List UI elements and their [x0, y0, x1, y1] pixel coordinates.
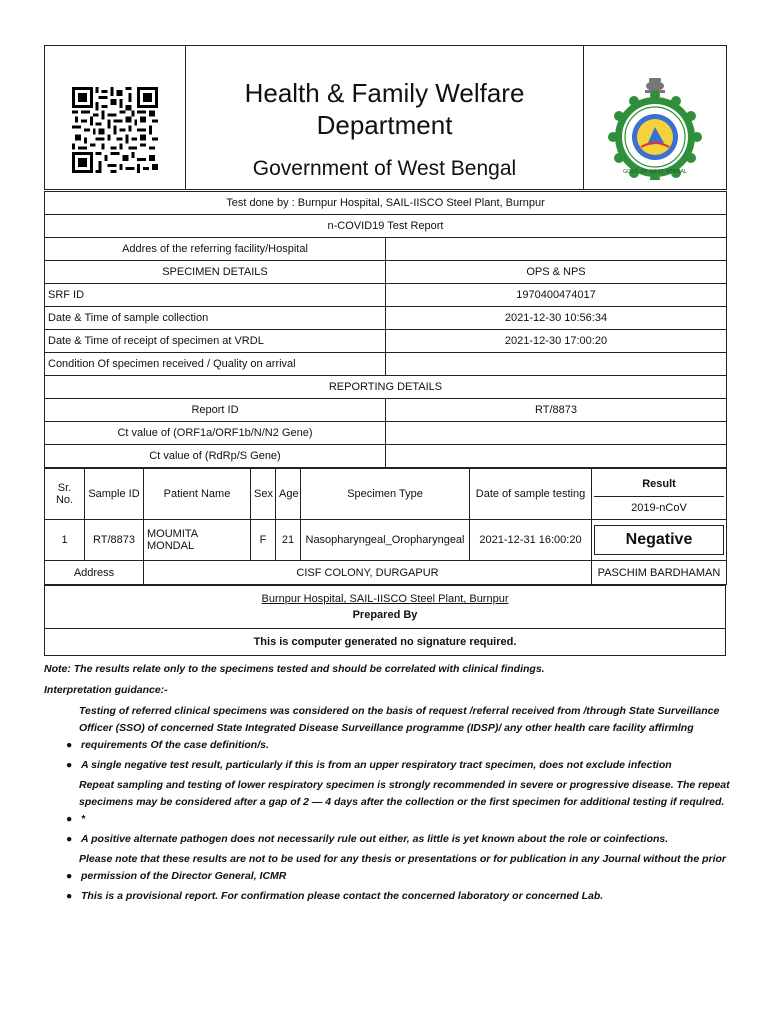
guidance-text: This is a provisional report. For confirmation please contact the concerned laboratory or concerned Lab.	[81, 890, 604, 902]
patient-age: 21	[276, 520, 301, 561]
patient-name: MOUMITA MONDAL	[144, 520, 251, 561]
collection-time-label: Date & Time of sample collection	[45, 307, 386, 330]
address-label: Address	[45, 561, 144, 585]
col-date-testing: Date of sample testing	[470, 469, 592, 520]
department-title: Health & Family Welfare Department	[244, 77, 525, 140]
details-table	[44, 191, 727, 468]
list-item	[44, 888, 734, 905]
computer-generated-note: This is computer generated no signature required.	[45, 629, 726, 656]
guidance-pre: Testing of referred clinical specimens was considered on the basis of request /referral received from /through State Surveillance Officer (SSO) of concerned State Integrated Disease Surveillance programme (IDSP)/ any other health care facility affirmlng	[79, 705, 720, 734]
list-item	[44, 831, 734, 848]
bullet-icon: ●	[66, 833, 73, 845]
patient-sr-no: 1	[45, 520, 85, 561]
referring-facility-value	[386, 238, 727, 261]
prepared-by-cell	[45, 586, 726, 629]
ct-orf-label: Ct value of (ORF1a/ORF1b/N/N2 Gene)	[45, 422, 386, 445]
guidance-list	[44, 703, 734, 905]
col-result	[592, 469, 727, 520]
guidance-pre: Repeat sampling and testing of lower respiratory specimen is strongly recommended in severe or progressive disease. The repeat specimens may be considered after a gap of 2 — 4 days after the collection or the first specimen for additional testing if requlred.	[79, 779, 730, 808]
list-item	[44, 851, 734, 885]
srf-id-value: 1970400474017	[386, 284, 727, 307]
prepared-org: Burnpur Hospital, SAIL-IISCO Steel Plant, Burnpur	[261, 593, 509, 605]
district-value: PASCHIM BARDHAMAN	[592, 561, 727, 585]
report-id-value: RT/8873	[386, 399, 727, 422]
address-value: CISF COLONY, DURGAPUR	[144, 561, 592, 585]
col-result-label: Result	[594, 474, 724, 497]
bullet-icon: ●	[66, 813, 73, 825]
guidance-text: requirements Of the case definition/s.	[81, 739, 269, 751]
patient-sample-id: RT/8873	[85, 520, 144, 561]
bullet-icon: ●	[66, 759, 73, 771]
patient-sex: F	[251, 520, 276, 561]
receipt-time-label: Date & Time of receipt of specimen at VRDL	[45, 330, 386, 353]
list-item	[44, 777, 734, 828]
collection-time-value: 2021-12-30 10:56:34	[386, 307, 727, 330]
interpretation-title: Interpretation guidance:-	[44, 684, 168, 696]
prepared-by-table	[44, 585, 726, 656]
bullet-icon: ●	[66, 870, 73, 882]
patient-result-cell	[592, 520, 727, 561]
ct-rdrp-value	[386, 445, 727, 468]
col-sex: Sex	[251, 469, 276, 520]
col-specimen-type: Specimen Type	[301, 469, 470, 520]
result-table-header-row	[45, 469, 727, 520]
government-title: Government of West Bengal	[252, 156, 517, 180]
specimen-details-value: OPS & NPS	[386, 261, 727, 284]
qr-code-icon	[72, 82, 158, 178]
report-id-label: Report ID	[45, 399, 386, 422]
guidance-pre: Please note that these results are not to be used for any thesis or presentations or for publication in any Journal without the prior	[79, 853, 727, 865]
col-patient-name: Patient Name	[144, 469, 251, 520]
ct-orf-value	[386, 422, 727, 445]
bullet-icon: ●	[66, 739, 73, 751]
notes-section	[44, 661, 734, 908]
reporting-details-label: REPORTING DETAILS	[45, 376, 727, 399]
note-text: Note: The results relate only to the specimens tested and should be correlated with clinical findings.	[44, 663, 545, 675]
guidance-text: A positive alternate pathogen does not necessarily rule out either, as little is yet known about the role or coinfections.	[81, 833, 669, 845]
prepared-by-label: Prepared By	[352, 609, 418, 621]
header-table	[44, 45, 727, 190]
guidance-text: permission of the Director General, ICMR	[81, 870, 287, 882]
seal-text: GOVT. OF WEST BENGAL	[623, 168, 687, 175]
col-sample-id: Sample ID	[85, 469, 144, 520]
ct-rdrp-label: Ct value of (RdRp/S Gene)	[45, 445, 386, 468]
list-item	[44, 703, 734, 754]
list-item	[44, 757, 734, 774]
col-result-sub: 2019-nCoV	[631, 502, 687, 514]
bullet-icon: ●	[66, 890, 73, 902]
receipt-time-value: 2021-12-30 17:00:20	[386, 330, 727, 353]
referring-facility-label: Addres of the referring facility/Hospital	[45, 238, 386, 261]
qr-code-cell	[45, 46, 186, 190]
report-title: n-COVID19 Test Report	[45, 215, 727, 238]
guidance-text: A single negative test result, particularly if this is from an upper respiratory tract specimen, does not exclude infection	[81, 759, 672, 771]
result-table	[44, 468, 727, 585]
report-page	[44, 45, 726, 656]
specimen-condition-value	[386, 353, 727, 376]
patient-date-testing: 2021-12-31 16:00:20	[470, 520, 592, 561]
patient-result: Negative	[594, 525, 724, 555]
srf-id-label: SRF ID	[45, 284, 386, 307]
col-sr-no: Sr. No.	[45, 469, 85, 520]
specimen-details-label: SPECIMEN DETAILS	[45, 261, 386, 284]
patient-specimen-type: Nasopharyngeal_Oropharyngeal	[301, 520, 470, 561]
table-row	[45, 520, 727, 561]
specimen-condition-label: Condition Of specimen received / Quality on arrival	[45, 353, 386, 376]
col-age: Age	[276, 469, 301, 520]
seal-cell	[584, 46, 727, 190]
department-title-cell	[186, 46, 584, 190]
guidance-text: *	[81, 813, 86, 825]
test-done-by: Test done by : Burnpur Hospital, SAIL-IISCO Steel Plant, Burnpur	[45, 192, 727, 215]
west-bengal-seal-icon	[605, 76, 705, 180]
